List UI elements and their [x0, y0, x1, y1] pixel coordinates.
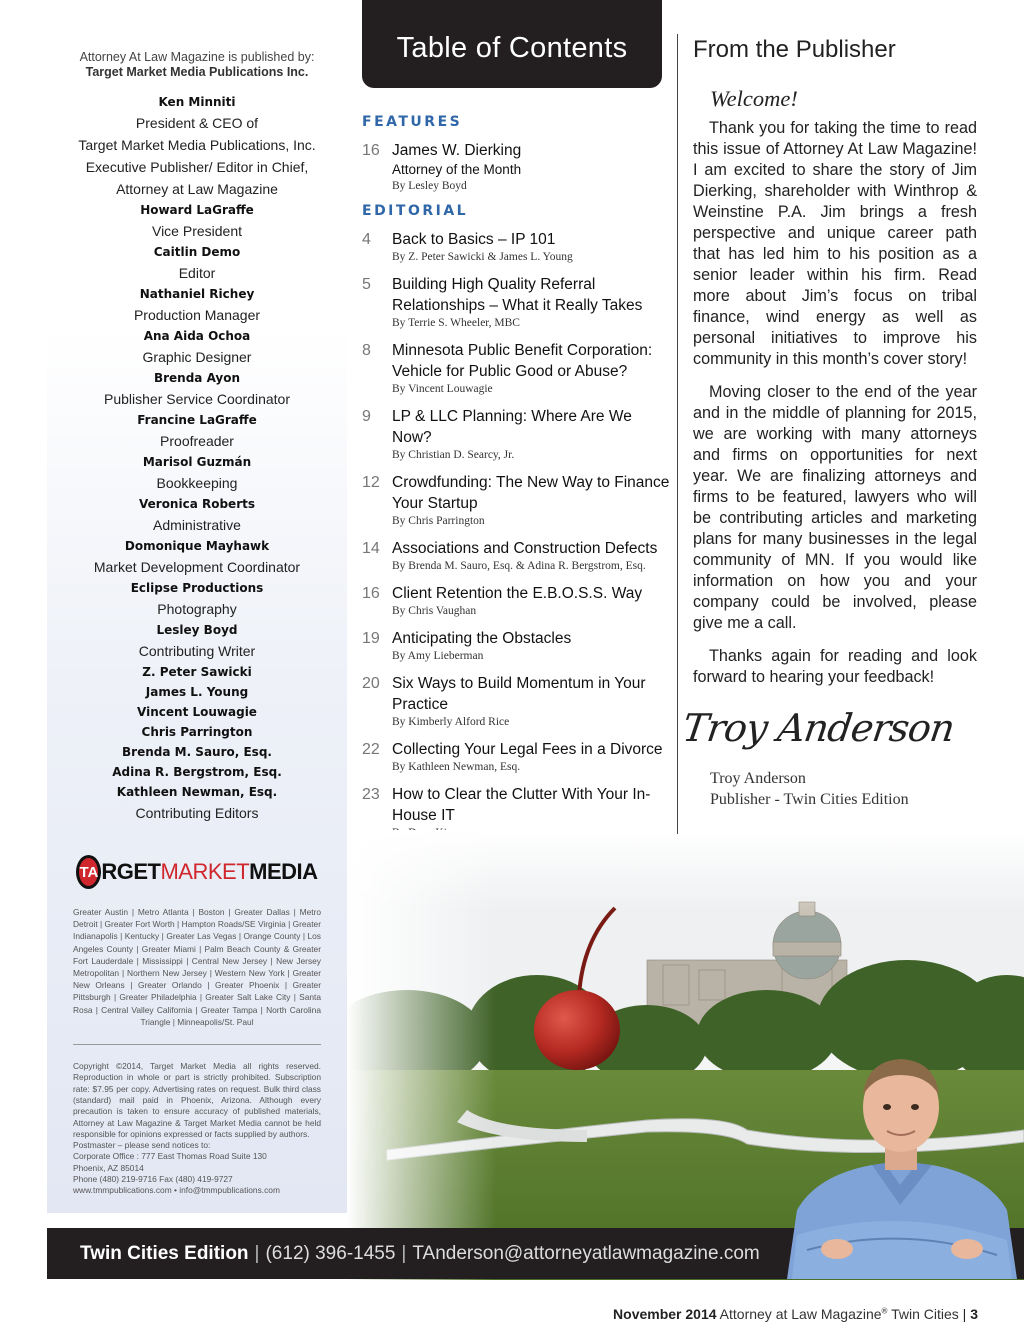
toc-entry-body [392, 406, 672, 462]
toc-entry-body [392, 628, 672, 663]
page-footer [613, 1306, 978, 1322]
toc-entry-body [392, 140, 672, 193]
toc-entry-body [392, 739, 672, 774]
staff-role: Editor [178, 265, 216, 281]
from-the-publisher [679, 36, 977, 810]
toc-entry-body [392, 229, 672, 264]
toc-page-number: 5 [362, 276, 371, 293]
staff-name: Z. Peter Sawicki [142, 665, 252, 679]
staff-name: Kathleen Newman, Esq. [116, 785, 278, 799]
toc-byline: By Kathleen Newman, Esq. [392, 761, 521, 773]
toc-article-title: Collecting Your Legal Fees in a Divorce [392, 741, 663, 758]
toc-page-number: 23 [362, 786, 380, 803]
toc-page-number: 22 [362, 741, 380, 758]
staff-role: Graphic Designer [142, 349, 252, 365]
publisher-portrait [777, 1035, 1024, 1279]
toc-article-title: Anticipating the Obstacles [392, 630, 572, 647]
staff-name: Howard LaGraffe [140, 203, 254, 217]
toc-article-title: Client Retention the E.B.O.S.S. Way [392, 585, 643, 602]
publisher-paragraph: Moving closer to the end of the year and in the middle of planning for 2015, we are working with many attorneys and firms on opportunities for next year. We are finalizing attorneys and firms to be featured, lawyers who will be contributing articles and marketing plans for many businesses in the legal community of MN. If you would like information on how you and your company could be involved, please give me a call. [693, 383, 977, 632]
staff-role: Publisher Service Coordinator [104, 391, 290, 407]
toc-byline: By Chris Parrington [392, 515, 485, 527]
toc-title: Table of Contents [396, 32, 628, 64]
toc-byline: By Kimberly Alford Rice [392, 716, 510, 728]
toc-entry[interactable] [362, 739, 672, 774]
toc-entry-body [392, 538, 672, 573]
staff-role: Administrative [153, 517, 241, 533]
toc-entry-body [392, 583, 672, 618]
footer-separator: | [962, 1306, 967, 1322]
page-number: 3 [970, 1306, 978, 1322]
footer-month: November 2014 [613, 1306, 717, 1322]
toc-byline: By Christian D. Searcy, Jr. [392, 449, 515, 461]
staff-name: Caitlin Demo [153, 245, 241, 259]
target-market-media-logo [77, 852, 317, 892]
toc-page-number: 14 [362, 540, 380, 557]
logo-circle: TA [76, 855, 101, 889]
staff-name: Lesley Boyd [156, 623, 238, 637]
copyright-notice: Copyright ©2014, Target Market Media all rights reserved. Reproduction in whole or part is strictly prohibited. Subscription rate: $7.95 per copy. Advertising rates on request. Bulk third class (standard) mail paid in Phoenix, Arizona. Although every precaution is taken to ensure accuracy of published materials, Attorney at Law Magazine & Target Market Media cannot be held responsible for opinions expressed or facts supplied by authors. [73, 1061, 321, 1139]
masthead-column [47, 30, 347, 1213]
staff-name: Eclipse Productions [130, 581, 264, 595]
staff-name: Marisol Guzmán [142, 455, 252, 469]
toc-page-number: 16 [362, 142, 380, 159]
staff-name: Nathaniel Richey [139, 287, 255, 301]
toc-entry[interactable] [362, 274, 672, 330]
staff-role: Proofreader [160, 433, 234, 449]
staff-name: Brenda Ayon [153, 371, 241, 385]
publisher-column-rule [677, 34, 678, 834]
staff-role: Photography [157, 601, 237, 617]
publisher-title: Publisher - Twin Cities Edition [710, 791, 909, 808]
toc-entry[interactable] [362, 628, 672, 663]
portrait-illustration [777, 1035, 1024, 1279]
staff-name: Adina R. Bergstrom, Esq. [112, 765, 282, 779]
toc-entry-body [392, 274, 672, 330]
staff-role: Contributing Editors [135, 805, 259, 821]
staff-name: Domonique Mayhawk [124, 539, 270, 553]
toc-article-subtitle: Attorney of the Month [392, 162, 522, 177]
toc-header-tab [362, 0, 662, 88]
toc-page-number: 20 [362, 675, 380, 692]
banner-phone: (612) 396-1455 [265, 1242, 396, 1264]
staff-name: Francine LaGraffe [137, 413, 257, 427]
staff-role: Production Manager [133, 307, 261, 323]
staff-name: Chris Parrington [141, 725, 253, 739]
publisher-paragraph: Thank you for taking the time to read this issue of Attorney At Law Magazine! I am excited to share the story of Jim Dierking, shareholder with Winthrop & Weinstine P.A. Jim brings a fresh perspective and unique career path that has led him to his position as a senior leader within his firm. Read more about Jim’s focus on tribal finance, wind energy as well as personal initiatives to improve his community in this month’s cover story! [693, 119, 977, 368]
address-line: www.tmmpublications.com • info@tmmpublications.com [73, 1185, 280, 1196]
toc-entry[interactable] [362, 140, 672, 193]
staff-name: James L. Young [145, 685, 249, 699]
publisher-name: Troy Anderson [710, 770, 806, 787]
publisher-company: Target Market Media Publications Inc. [85, 65, 309, 79]
staff-role: Attorney at Law Magazine [116, 181, 278, 197]
staff-role: Market Development Coordinator [93, 559, 301, 575]
banner-separator: | [401, 1242, 407, 1264]
footer-magazine: Attorney at Law Magazine [719, 1306, 882, 1322]
toc-article-title: Minnesota Public Benefit Corporation: Vehicle for Public Good or Abuse? [392, 342, 653, 380]
staff-role: Executive Publisher/ Editor in Chief, [85, 159, 309, 175]
edition-name: Twin Cities Edition [80, 1242, 249, 1264]
toc-article-title: Six Ways to Build Momentum in Your Practice [392, 675, 646, 713]
toc-entry[interactable] [362, 229, 672, 264]
welcome-text: Welcome! [710, 86, 798, 111]
toc-page-number: 16 [362, 585, 380, 602]
toc-page-number: 4 [362, 231, 371, 248]
staff-list [47, 92, 347, 824]
toc-page-number: 8 [362, 342, 371, 359]
staff-role: Bookkeeping [156, 475, 238, 491]
logo-text-part3: MEDIA [249, 859, 318, 884]
toc-article-title: Building High Quality Referral Relationships – What it Really Takes [392, 276, 643, 314]
address-line: Phone (480) 219-9716 Fax (480) 419-9727 [73, 1174, 233, 1184]
toc-article-title: Crowdfunding: The New Way to Finance Your Startup [392, 474, 670, 512]
toc-entry[interactable] [362, 406, 672, 462]
toc-byline: By Chris Vaughan [392, 605, 477, 617]
staff-name: Ana Aida Ochoa [143, 329, 251, 343]
toc-entry[interactable] [362, 472, 672, 528]
toc-byline: By Amy Lieberman [392, 650, 484, 662]
published-by-line: Attorney At Law Magazine is published by: [79, 50, 315, 64]
toc-section-heading: EDITORIAL [362, 203, 469, 219]
publisher-heading: From the Publisher [693, 36, 896, 63]
footer-city: Twin Cities [891, 1306, 959, 1322]
banner-email: TAnderson@attorneyatlawmagazine.com [412, 1242, 760, 1264]
toc-article-title: Associations and Construction Defects [392, 540, 658, 557]
staff-role: Contributing Writer [138, 643, 256, 659]
publisher-signature: Troy Anderson [679, 706, 957, 750]
toc-page-number: 12 [362, 474, 380, 491]
toc-entry-body [392, 673, 672, 729]
staff-role: Vice President [151, 223, 242, 239]
logo-text-part1: RGET [101, 859, 161, 884]
toc-entry[interactable] [362, 340, 672, 396]
toc-byline: By Brenda M. Sauro, Esq. & Adina R. Bergstrom, Esq. [392, 560, 646, 572]
toc-entry[interactable] [362, 583, 672, 618]
toc-article-title: LP & LLC Planning: Where Are We Now? [392, 408, 632, 446]
address-line: Corporate Office : 777 East Thomas Road Suite 130 [73, 1151, 267, 1162]
toc-byline: By Z. Peter Sawicki & James L. Young [392, 251, 573, 263]
toc-page-number: 9 [362, 408, 371, 425]
staff-name: Veronica Roberts [139, 497, 255, 511]
toc-page-number: 19 [362, 630, 380, 647]
staff-name: Brenda M. Sauro, Esq. [122, 745, 272, 759]
toc-byline: By Vincent Louwagie [392, 383, 493, 395]
toc-article-title: How to Clear the Clutter With Your In-House IT [392, 786, 651, 824]
toc-entry-body [392, 340, 672, 396]
toc-article-title: James W. Dierking [392, 142, 522, 159]
banner-separator: | [254, 1242, 260, 1264]
staff-role: President & CEO of [135, 115, 259, 131]
address-line: Postmaster – please send notices to: [73, 1140, 211, 1151]
masthead-divider [73, 1044, 321, 1045]
markets-list: Greater Austin | Metro Atlanta | Boston | Greater Dallas | Metro Detroit | Greater Fort Worth | Hampton Roads/SE Virginia | Greater Indianapolis | Kentucky | Greater Las Vegas | Orange County | Los Angeles County | Greater Miami | Palm Beach County & Greater Fort Lauderdale | Mississippi | Central New Jersey | New Jersey Metropolitan | Northern New Jersey | Western New York | Greater New Orleans | Greater Orlando | Greater Phoenix | Greater Pittsburgh | Greater Philadelphia | Greater Salt Lake City | Santa Rosa | Central Valley California | Greater Tampa | North Carolina Triangle | Minneapolis/St. Paul [73, 907, 321, 1027]
toc-entry[interactable] [362, 673, 672, 729]
toc-article-title: Back to Basics – IP 101 [392, 231, 556, 248]
registered-mark: ® [881, 1306, 888, 1316]
publisher-paragraph: Thanks again for reading and look forward to hearing your feedback! [693, 647, 977, 686]
toc-byline: By Lesley Boyd [392, 180, 467, 192]
toc-section-heading: FEATURES [362, 114, 463, 130]
address-line: Phoenix, AZ 85014 [73, 1162, 144, 1173]
corporate-address [73, 1140, 321, 1196]
staff-role: Target Market Media Publications, Inc. [78, 137, 316, 153]
toc-byline: By Terrie S. Wheeler, MBC [392, 317, 520, 329]
staff-name: Ken Minniti [158, 95, 236, 109]
toc-entry[interactable] [362, 538, 672, 573]
toc-entry-body [392, 472, 672, 528]
logo-text-part2: MARKET [160, 859, 250, 884]
staff-name: Vincent Louwagie [137, 705, 257, 719]
